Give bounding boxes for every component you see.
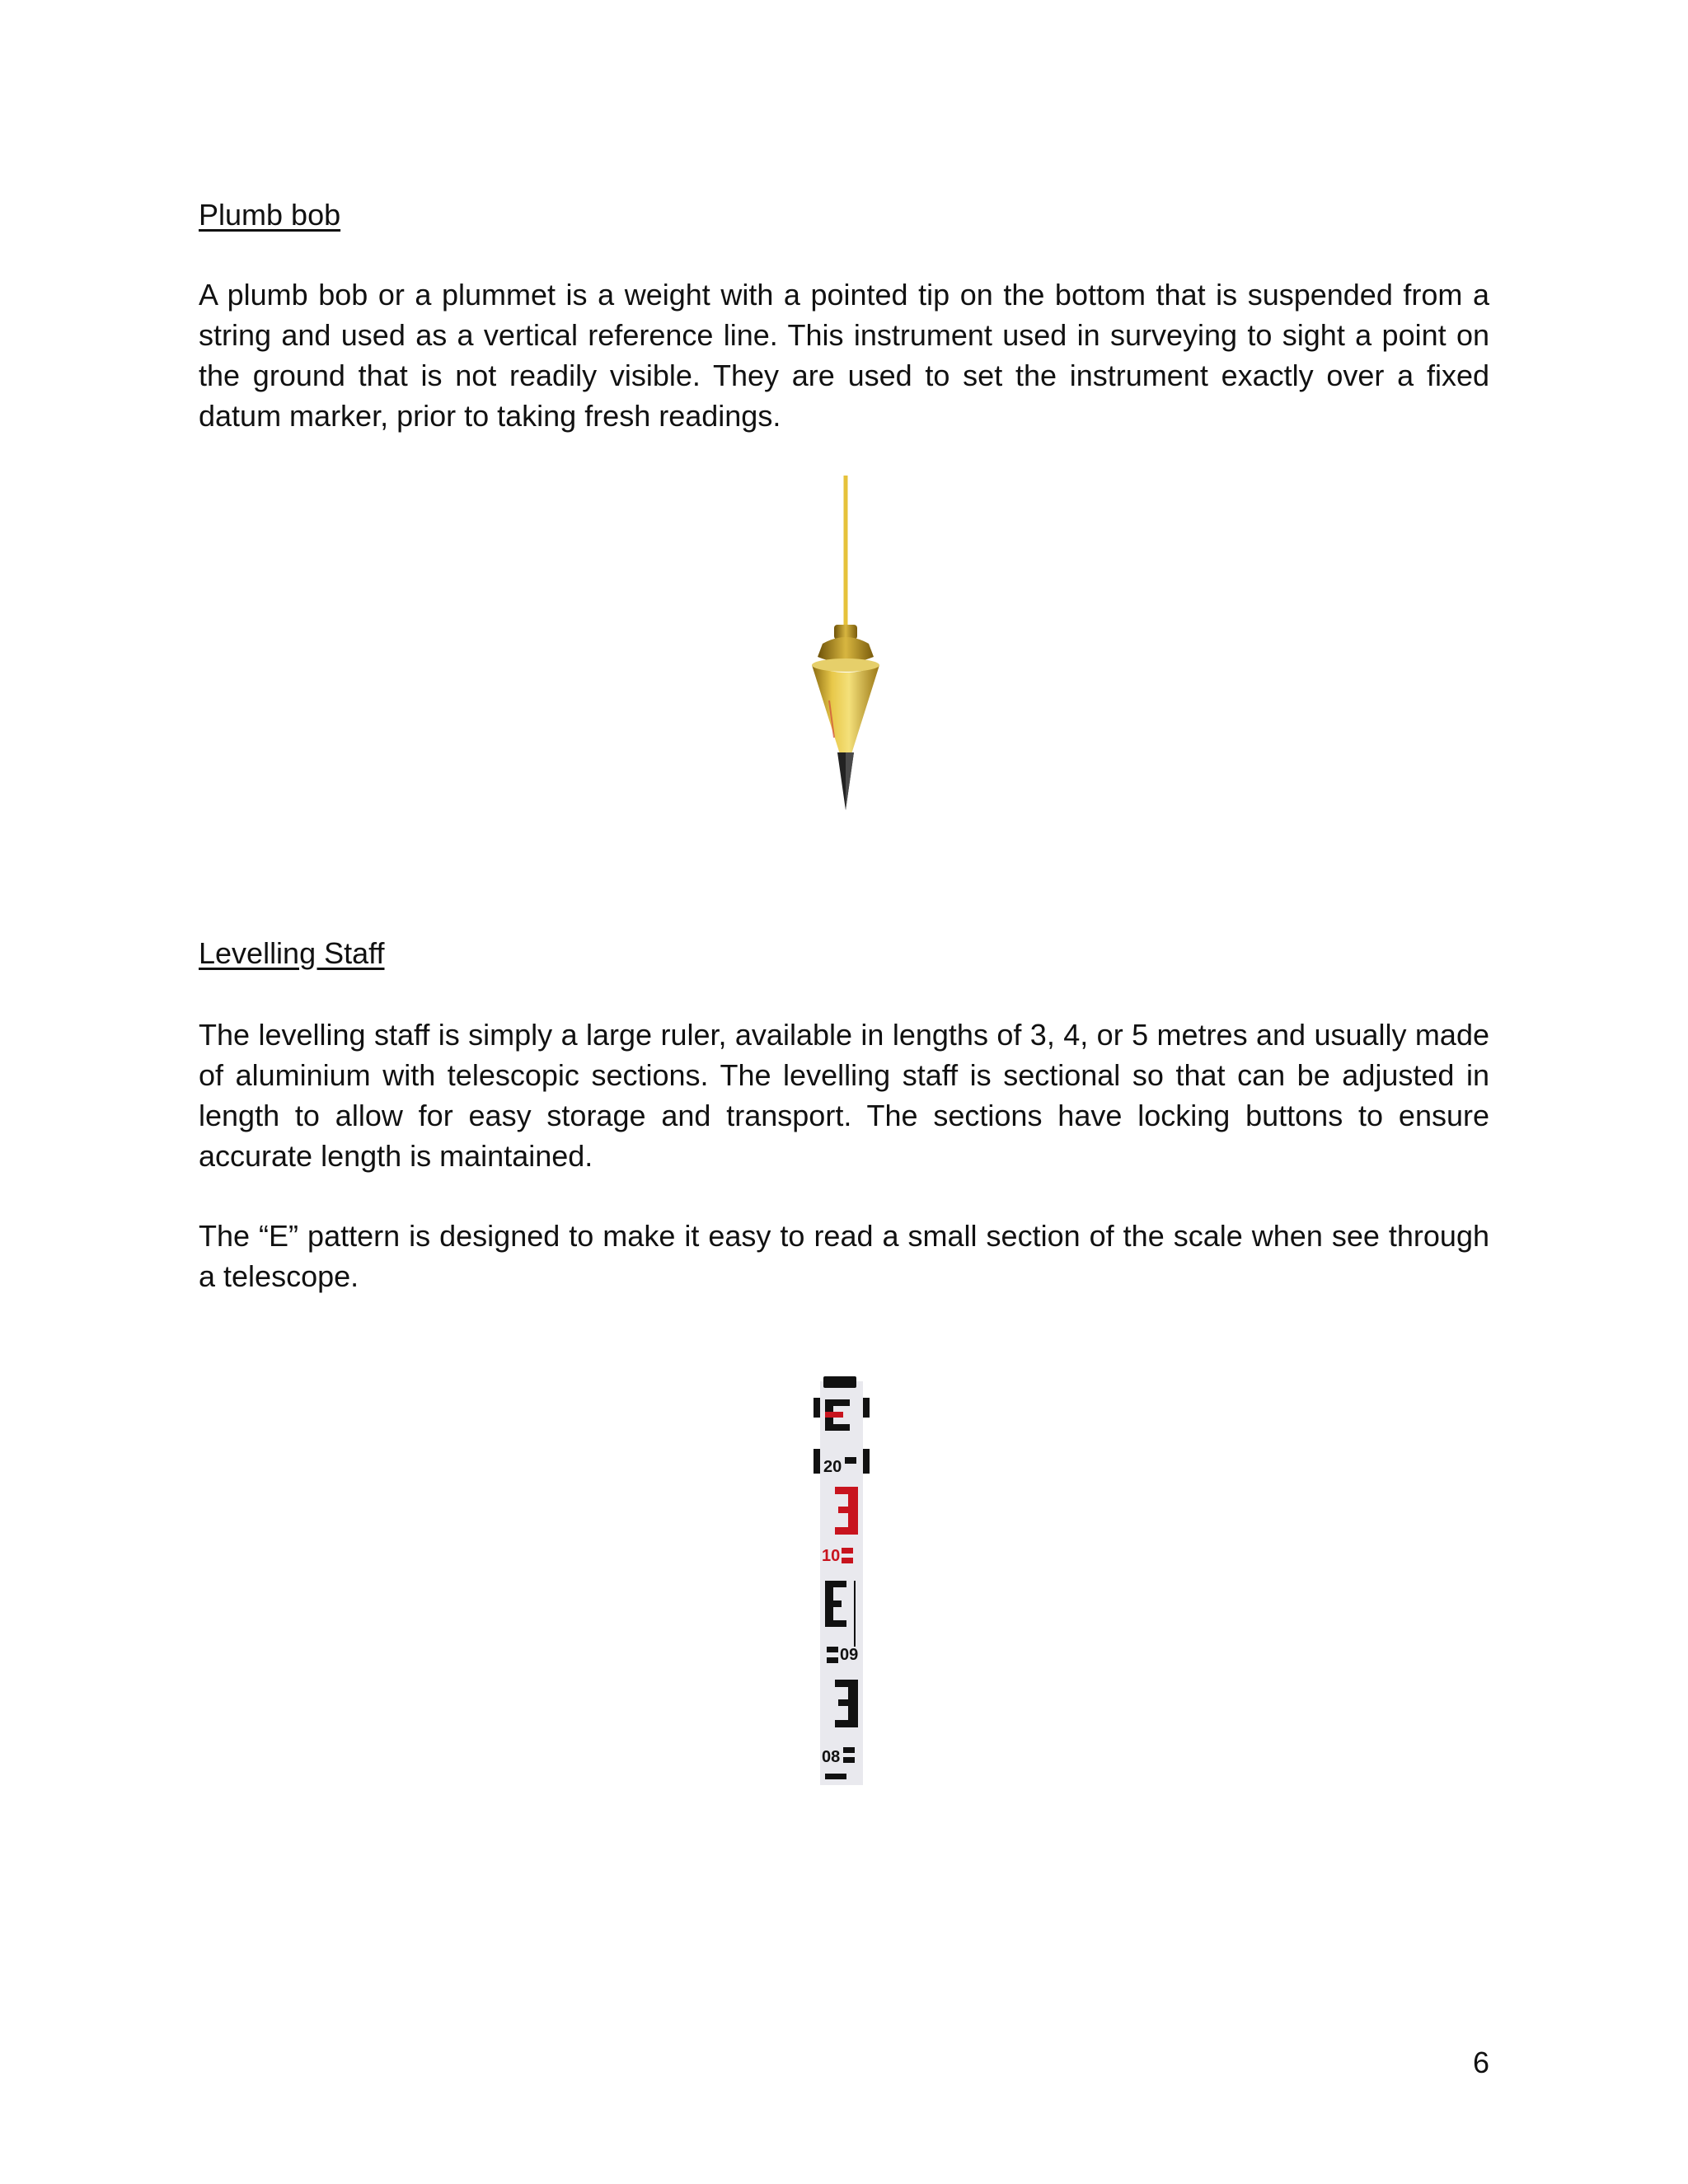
- staff-label-10: 10: [822, 1547, 841, 1565]
- plumb-bob-icon: [775, 474, 915, 812]
- staff-label-09: 09: [840, 1646, 859, 1664]
- page-number: 6: [1472, 2046, 1489, 2079]
- levelling-staff-heading: Levelling Staff: [199, 936, 385, 970]
- levelling-staff-icon: [812, 1375, 878, 1787]
- plumb-bob-paragraph: A plumb bob or a plummet is a weight with a pointed tip on the bottom that is suspended from a string and used as a vertical reference line. This instrument used in surveying to sight a point on the ground that is not readily visible. They are used to set the instrument exactly over a fixed datum marker, prior to taking fresh readings.: [199, 278, 1489, 433]
- staff-label-20: 20: [823, 1458, 842, 1476]
- staff-label-08: 08: [822, 1748, 841, 1766]
- levelling-staff-paragraph-1: The levelling staff is simply a large ruler, available in lengths of 3, 4, or 5 metres and usually made of aluminium with telescopic sections. The levelling staff is sectional so that can be adjusted in length to allow for easy storage and transport. The sections have locking buttons to ensure accurate length is maintained.: [199, 1018, 1489, 1173]
- plumb-bob-image: [775, 474, 915, 812]
- plumb-bob-heading: Plumb bob: [199, 198, 341, 232]
- levelling-staff-image: [812, 1375, 878, 1787]
- levelling-staff-paragraph-2: The “E” pattern is designed to make it easy to read a small section of the scale when see through a telescope.: [199, 1219, 1489, 1293]
